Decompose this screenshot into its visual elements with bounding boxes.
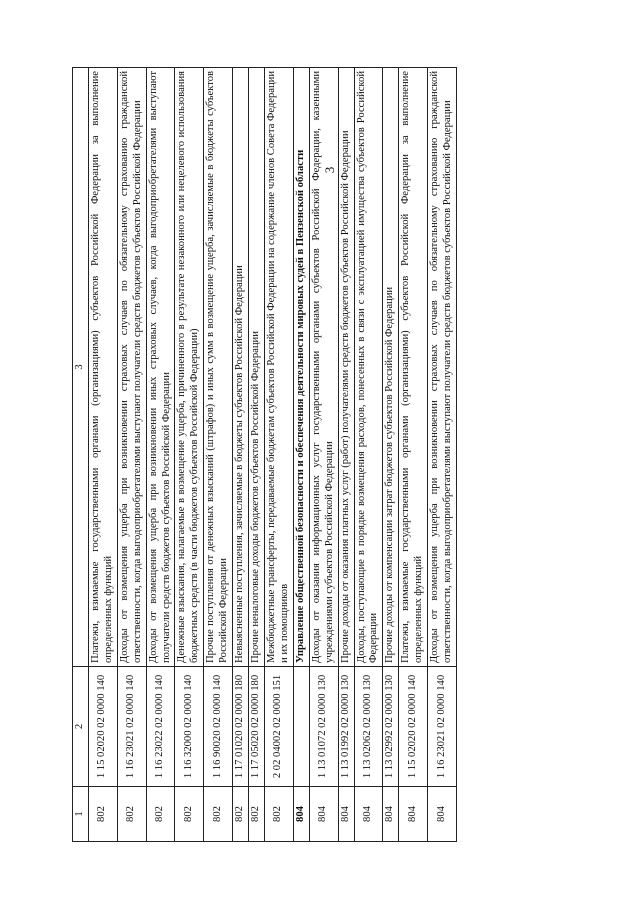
admin-code-cell: 804 — [293, 787, 309, 842]
budget-code-cell: 1 15 02020 02 0000 140 — [399, 667, 428, 787]
table-row — [204, 68, 233, 842]
description-cell: Платежи, взимаемые государственными органами (организациями) субъектов Российской Федерации за выполнение определенных функций — [88, 68, 117, 667]
budget-code-cell — [293, 667, 309, 787]
description-cell: Платежи, взимаемые государственными органами (организациями) субъектов Российской Федерации за выполнение определенных функций — [399, 68, 428, 667]
budget-code-cell: 1 15 02020 02 0000 140 — [88, 667, 117, 787]
budget-code-cell: 1 13 01992 02 0000 130 — [338, 667, 354, 787]
admin-code-cell: 804 — [354, 787, 383, 842]
budget-code-cell: 1 17 01020 02 0000 180 — [233, 667, 249, 787]
table-row — [399, 68, 428, 842]
table-row — [309, 68, 338, 842]
description-cell: Прочие поступления от денежных взысканий (штрафов) и иных сумм в возмещение ущерба, зачисляемые в бюджеты субъектов Российской Федерации — [204, 68, 233, 667]
description-cell: Доходы от возмещения ущерба при возникновении страховых случаев по обязательному страхованию гражданской ответственности, когда выгодоприобретателями выступают получатели средств бюджетов субъектов Российской Федерации — [117, 68, 146, 667]
description-cell: Доходы от оказания информационных услуг государственными органами субъектов Российской Федерации, казенными учреждениями субъектов Российской Федерации — [309, 68, 338, 667]
budget-code-cell: 1 13 02062 02 0000 130 — [354, 667, 383, 787]
header-col-3: 3 — [73, 68, 89, 667]
admin-code-cell: 804 — [399, 787, 428, 842]
admin-code-cell: 804 — [309, 787, 338, 842]
description-cell: Денежные взыскания, налагаемые в возмещение ущерба, причиненного в результате незаконного или нецелевого использования бюджетных средств (в части бюджетов субъектов Российской Федерации) — [175, 68, 204, 667]
table-row — [428, 68, 457, 842]
description-cell: Доходы, поступающие в порядке возмещения расходов, понесенных в связи с эксплуатацией имущества субъектов Российской Федерации — [354, 68, 383, 667]
page-number: 3 — [322, 166, 337, 174]
admin-code-cell: 804 — [428, 787, 457, 842]
admin-code-cell: 802 — [204, 787, 233, 842]
budget-code-cell: 1 16 23022 02 0000 140 — [146, 667, 175, 787]
budget-code-cell: 2 02 04002 02 0000 151 — [264, 667, 293, 787]
budget-code-cell: 1 17 05020 02 0000 180 — [249, 667, 265, 787]
table-row — [264, 68, 293, 842]
table-row — [249, 68, 265, 842]
description-cell: Управление общественной безопасности и обеспечения деятельности мировых судей в Пензенской области — [293, 68, 309, 667]
table-row — [354, 68, 383, 842]
budget-code-cell: 1 13 02992 02 0000 130 — [383, 667, 399, 787]
table-row — [383, 68, 399, 842]
admin-code-cell: 802 — [175, 787, 204, 842]
budget-code-cell: 1 13 01072 02 0000 130 — [309, 667, 338, 787]
table-row — [146, 68, 175, 842]
rotated-table-wrapper — [72, 68, 582, 842]
table-row — [175, 68, 204, 842]
table-row — [293, 68, 309, 842]
description-cell: Межбюджетные трансферты, передаваемые бюджетам субъектов Российской Федерации на содержание членов Совета Федерации и их помощников — [264, 68, 293, 667]
header-col-1: 1 — [73, 787, 89, 842]
budget-code-cell: 1 16 23021 02 0000 140 — [428, 667, 457, 787]
description-cell: Прочие доходы от компенсации затрат бюджетов субъектов Российской Федерации — [383, 68, 399, 667]
table-row — [338, 68, 354, 842]
budget-code-cell: 1 16 90020 02 0000 140 — [204, 667, 233, 787]
description-cell: Прочие доходы от оказания платных услуг (работ) получателями средств бюджетов субъектов Российской Федерации — [338, 68, 354, 667]
revenue-codes-table — [72, 67, 457, 842]
table-body — [88, 68, 456, 842]
description-cell: Доходы от возмещения ущерба при возникновении страховых случаев по обязательному страхованию гражданской ответственности, когда выгодоприобретателями выступают получатели средств бюджетов субъектов Российской Федерации — [428, 68, 457, 667]
header-col-2: 2 — [73, 667, 89, 787]
admin-code-cell: 802 — [264, 787, 293, 842]
description-cell: Невыясненные поступления, зачисляемые в бюджеты субъектов Российской Федерации — [233, 68, 249, 667]
admin-code-cell: 802 — [249, 787, 265, 842]
admin-code-cell: 802 — [117, 787, 146, 842]
budget-code-cell: 1 16 32000 02 0000 140 — [175, 667, 204, 787]
table-row — [233, 68, 249, 842]
table-header-row — [73, 68, 89, 842]
admin-code-cell: 802 — [233, 787, 249, 842]
admin-code-cell: 804 — [338, 787, 354, 842]
admin-code-cell: 802 — [88, 787, 117, 842]
description-cell: Прочие неналоговые доходы бюджетов субъектов Российской Федерации — [249, 68, 265, 667]
admin-code-cell: 802 — [146, 787, 175, 842]
admin-code-cell: 804 — [383, 787, 399, 842]
description-cell: Доходы от возмещения ущерба при возникновении иных страховых случаев, когда выгодоприобретателями выступают получатели средств бюджетов субъектов Российской Федерации — [146, 68, 175, 667]
budget-code-cell: 1 16 23021 02 0000 140 — [117, 667, 146, 787]
table-row — [88, 68, 117, 842]
table-row — [117, 68, 146, 842]
